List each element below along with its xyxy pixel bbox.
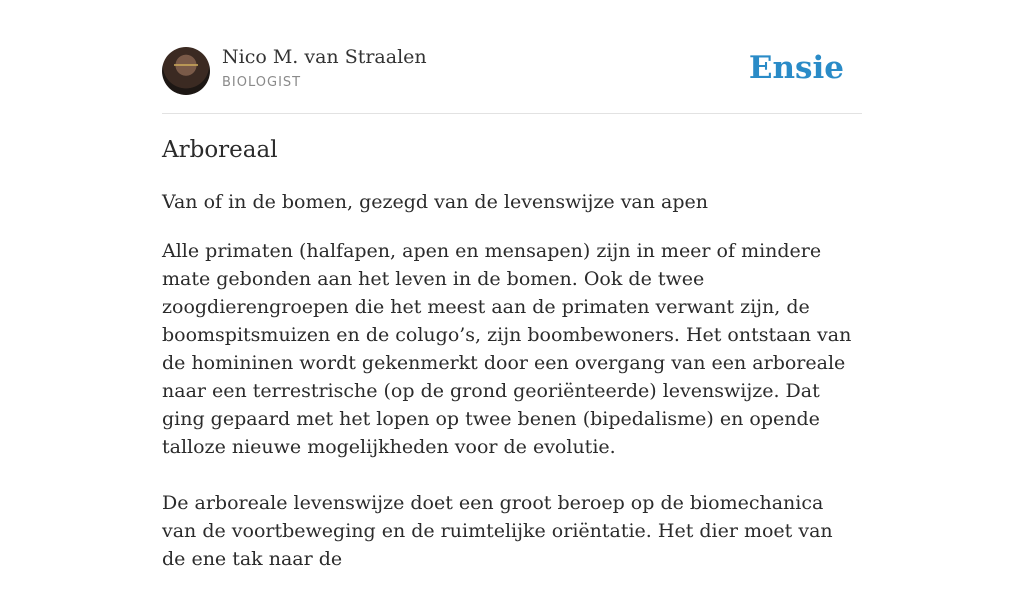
author-header	[162, 0, 862, 114]
article-paragraph: Alle primaten (halfapen, apen en mensapen) zijn in meer of mindere mate gebonden aan het leven in de bomen. Ook de twee zoogdierengroepen die het meest aan de primaten verwant zijn, de boomspitsmuizen en de colugo’s, zijn boombewoners. Het ontstaan van de homininen wordt gekenmerkt door een overgang van een arboreale naar een terrestrische (op de grond georiënteerde) levenswijze. Dat ging gepaard met het lopen op twee benen (bipedalisme) en opende talloze nieuwe mogelijkheden voor de evolutie.	[162, 240, 852, 458]
author-avatar[interactable]	[162, 47, 210, 95]
page-container	[162, 0, 862, 570]
article-paragraph: De arboreale levenswijze doet een groot beroep op de biomechanica van de voortbeweging en de ruimtelijke oriëntatie. Het dier moet van de ene tak naar de	[162, 492, 833, 570]
ensie-logo[interactable]: Ensie	[748, 50, 844, 86]
author-role: BIOLOGIST	[222, 75, 302, 90]
article-body	[162, 237, 862, 601]
avatar-glasses-detail	[174, 64, 198, 71]
article-title: Arboreaal	[162, 137, 278, 163]
author-name[interactable]: Nico M. van Straalen	[222, 46, 427, 68]
article-subtitle: Van of in de bomen, gezegd van de levenswijze van apen	[162, 191, 708, 213]
